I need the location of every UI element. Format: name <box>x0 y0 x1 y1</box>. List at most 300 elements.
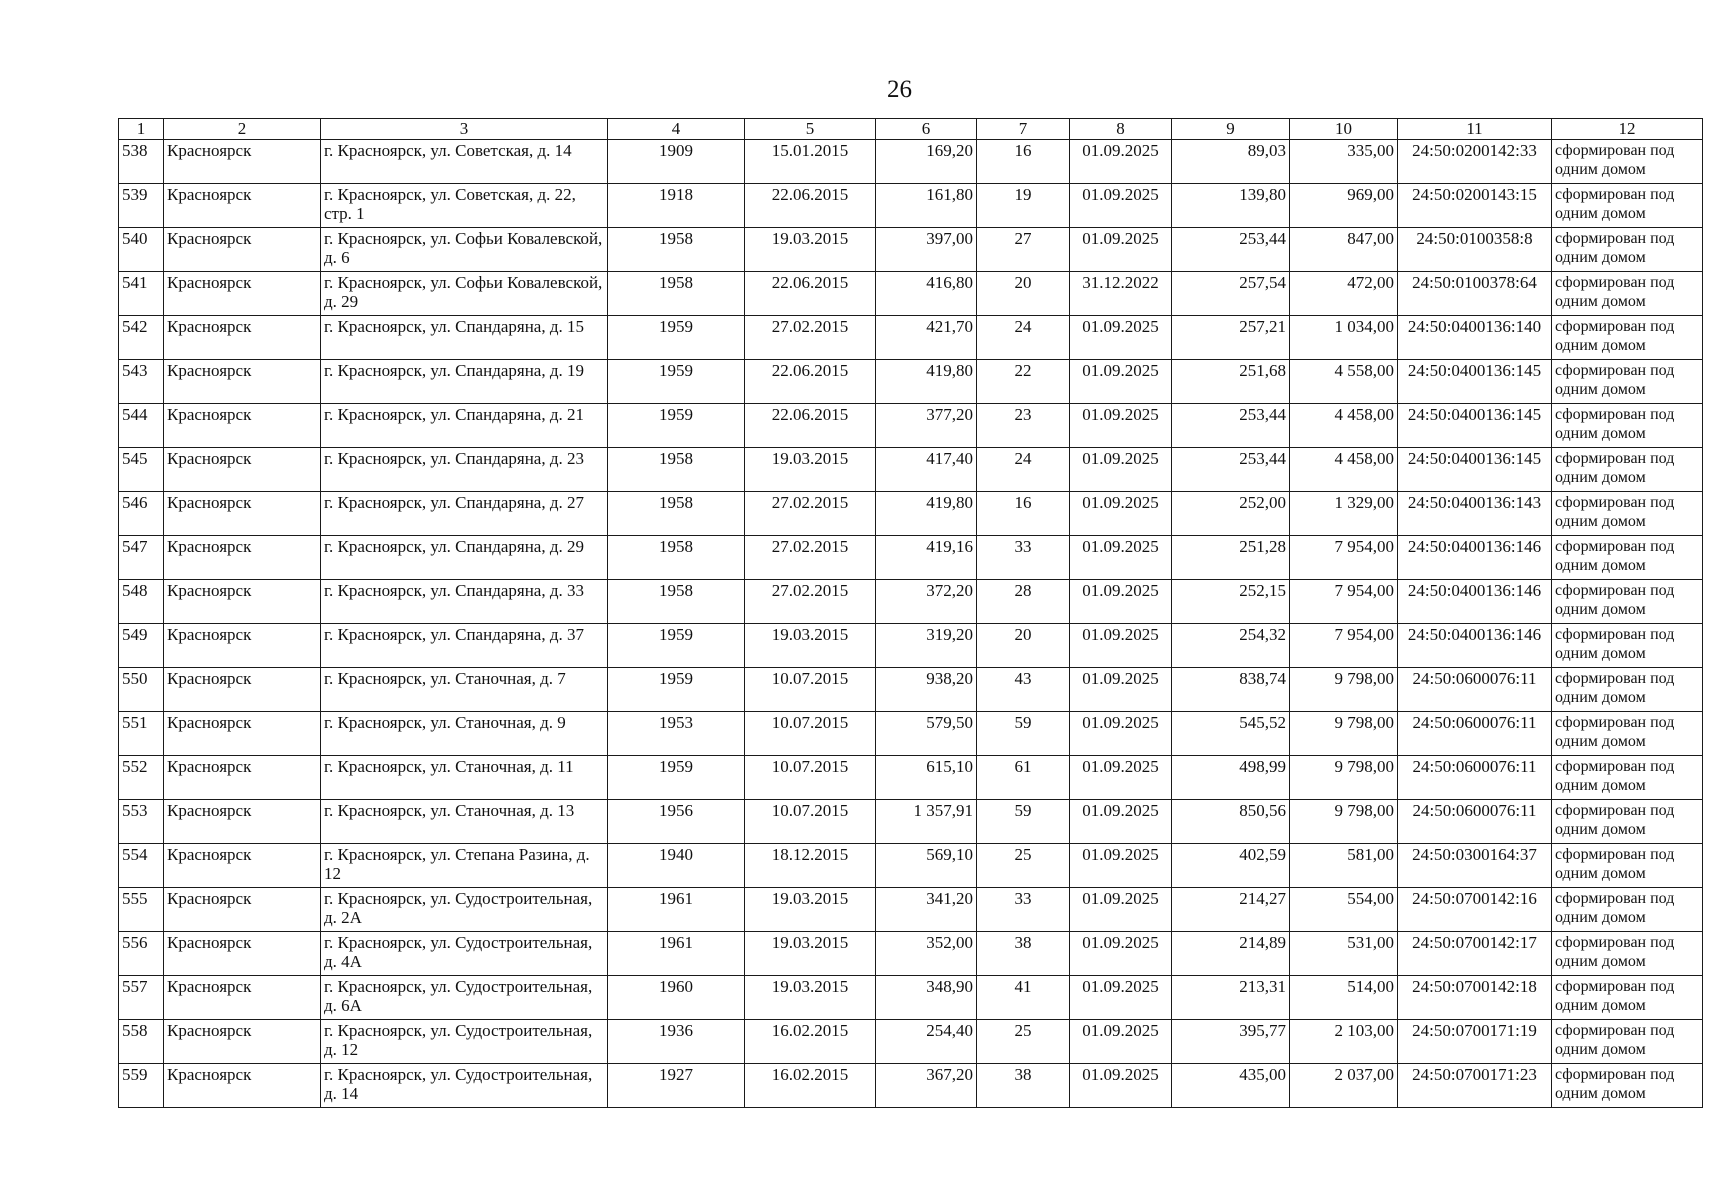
table-row <box>119 932 1703 976</box>
area-cell: 419,80 <box>876 360 977 404</box>
land-area-cell: 581,00 <box>1290 844 1398 888</box>
cadastral-number-cell: 24:50:0100378:64 <box>1398 272 1552 316</box>
address-cell: г. Красноярск, ул. Станочная, д. 11 <box>321 756 608 800</box>
table-row <box>119 536 1703 580</box>
value-cell: 253,44 <box>1172 404 1290 448</box>
city-cell: Красноярск <box>164 800 321 844</box>
planned-date-cell: 01.09.2025 <box>1070 844 1172 888</box>
count-cell: 61 <box>977 756 1070 800</box>
address-cell: г. Красноярск, ул. Спандаряна, д. 33 <box>321 580 608 624</box>
year-cell: 1959 <box>608 316 745 360</box>
address-cell: г. Красноярск, ул. Спандаряна, д. 15 <box>321 316 608 360</box>
land-area-cell: 2 037,00 <box>1290 1064 1398 1108</box>
date-cell: 22.06.2015 <box>745 404 876 448</box>
table-row <box>119 316 1703 360</box>
value-cell: 395,77 <box>1172 1020 1290 1064</box>
cadastral-number-cell: 24:50:0700142:18 <box>1398 976 1552 1020</box>
address-cell: г. Красноярск, ул. Софьи Ковалевской, д. 29 <box>321 272 608 316</box>
date-cell: 10.07.2015 <box>745 712 876 756</box>
column-header: 12 <box>1552 119 1703 140</box>
status-cell: сформирован под одним домом <box>1552 360 1703 404</box>
table-row <box>119 228 1703 272</box>
land-area-cell: 9 798,00 <box>1290 668 1398 712</box>
row-number-cell: 554 <box>119 844 164 888</box>
status-cell: сформирован под одним домом <box>1552 712 1703 756</box>
cadastral-number-cell: 24:50:0700142:16 <box>1398 888 1552 932</box>
year-cell: 1960 <box>608 976 745 1020</box>
row-number-cell: 557 <box>119 976 164 1020</box>
count-cell: 16 <box>977 140 1070 184</box>
address-cell: г. Красноярск, ул. Советская, д. 22, стр. 1 <box>321 184 608 228</box>
year-cell: 1927 <box>608 1064 745 1108</box>
address-cell: г. Красноярск, ул. Софьи Ковалевской, д. 6 <box>321 228 608 272</box>
date-cell: 22.06.2015 <box>745 184 876 228</box>
area-cell: 579,50 <box>876 712 977 756</box>
planned-date-cell: 01.09.2025 <box>1070 316 1172 360</box>
page-number: 26 <box>887 76 912 103</box>
land-area-cell: 9 798,00 <box>1290 712 1398 756</box>
cadastral-number-cell: 24:50:0700171:19 <box>1398 1020 1552 1064</box>
city-cell: Красноярск <box>164 580 321 624</box>
row-number-cell: 548 <box>119 580 164 624</box>
value-cell: 435,00 <box>1172 1064 1290 1108</box>
value-cell: 850,56 <box>1172 800 1290 844</box>
count-cell: 23 <box>977 404 1070 448</box>
year-cell: 1961 <box>608 932 745 976</box>
count-cell: 28 <box>977 580 1070 624</box>
column-header: 3 <box>321 119 608 140</box>
area-cell: 421,70 <box>876 316 977 360</box>
date-cell: 18.12.2015 <box>745 844 876 888</box>
planned-date-cell: 01.09.2025 <box>1070 536 1172 580</box>
count-cell: 41 <box>977 976 1070 1020</box>
status-cell: сформирован под одним домом <box>1552 404 1703 448</box>
row-number-cell: 551 <box>119 712 164 756</box>
row-number-cell: 547 <box>119 536 164 580</box>
area-cell: 254,40 <box>876 1020 977 1064</box>
table-row <box>119 624 1703 668</box>
area-cell: 397,00 <box>876 228 977 272</box>
value-cell: 402,59 <box>1172 844 1290 888</box>
value-cell: 254,32 <box>1172 624 1290 668</box>
planned-date-cell: 01.09.2025 <box>1070 492 1172 536</box>
planned-date-cell: 01.09.2025 <box>1070 712 1172 756</box>
land-area-cell: 531,00 <box>1290 932 1398 976</box>
status-cell: сформирован под одним домом <box>1552 316 1703 360</box>
date-cell: 19.03.2015 <box>745 448 876 492</box>
area-cell: 161,80 <box>876 184 977 228</box>
land-area-cell: 4 458,00 <box>1290 404 1398 448</box>
table-body <box>119 140 1703 1108</box>
year-cell: 1958 <box>608 580 745 624</box>
value-cell: 498,99 <box>1172 756 1290 800</box>
address-cell: г. Красноярск, ул. Спандаряна, д. 29 <box>321 536 608 580</box>
cadastral-number-cell: 24:50:0100358:8 <box>1398 228 1552 272</box>
count-cell: 33 <box>977 536 1070 580</box>
address-cell: г. Красноярск, ул. Станочная, д. 9 <box>321 712 608 756</box>
date-cell: 27.02.2015 <box>745 536 876 580</box>
year-cell: 1959 <box>608 404 745 448</box>
planned-date-cell: 01.09.2025 <box>1070 976 1172 1020</box>
planned-date-cell: 01.09.2025 <box>1070 888 1172 932</box>
city-cell: Красноярск <box>164 272 321 316</box>
table-row <box>119 448 1703 492</box>
area-cell: 416,80 <box>876 272 977 316</box>
status-cell: сформирован под одним домом <box>1552 580 1703 624</box>
value-cell: 251,68 <box>1172 360 1290 404</box>
cadastral-number-cell: 24:50:0400136:146 <box>1398 580 1552 624</box>
count-cell: 19 <box>977 184 1070 228</box>
city-cell: Красноярск <box>164 932 321 976</box>
cadastral-number-cell: 24:50:0300164:37 <box>1398 844 1552 888</box>
status-cell: сформирован под одним домом <box>1552 536 1703 580</box>
city-cell: Красноярск <box>164 668 321 712</box>
count-cell: 24 <box>977 316 1070 360</box>
date-cell: 10.07.2015 <box>745 668 876 712</box>
cadastral-number-cell: 24:50:0400136:140 <box>1398 316 1552 360</box>
land-area-cell: 4 458,00 <box>1290 448 1398 492</box>
status-cell: сформирован под одним домом <box>1552 888 1703 932</box>
count-cell: 38 <box>977 1064 1070 1108</box>
address-cell: г. Красноярск, ул. Судостроительная, д. 4А <box>321 932 608 976</box>
housing-registry-table <box>118 118 1703 1108</box>
value-cell: 257,54 <box>1172 272 1290 316</box>
count-cell: 24 <box>977 448 1070 492</box>
table-row <box>119 272 1703 316</box>
area-cell: 1 357,91 <box>876 800 977 844</box>
cadastral-number-cell: 24:50:0700142:17 <box>1398 932 1552 976</box>
city-cell: Красноярск <box>164 492 321 536</box>
city-cell: Красноярск <box>164 756 321 800</box>
year-cell: 1953 <box>608 712 745 756</box>
column-header: 1 <box>119 119 164 140</box>
year-cell: 1958 <box>608 228 745 272</box>
city-cell: Красноярск <box>164 184 321 228</box>
area-cell: 319,20 <box>876 624 977 668</box>
city-cell: Красноярск <box>164 1020 321 1064</box>
value-cell: 252,00 <box>1172 492 1290 536</box>
column-header: 8 <box>1070 119 1172 140</box>
table-row <box>119 712 1703 756</box>
land-area-cell: 1 329,00 <box>1290 492 1398 536</box>
year-cell: 1936 <box>608 1020 745 1064</box>
city-cell: Красноярск <box>164 404 321 448</box>
row-number-cell: 542 <box>119 316 164 360</box>
date-cell: 16.02.2015 <box>745 1020 876 1064</box>
value-cell: 257,21 <box>1172 316 1290 360</box>
row-number-cell: 545 <box>119 448 164 492</box>
date-cell: 15.01.2015 <box>745 140 876 184</box>
date-cell: 19.03.2015 <box>745 932 876 976</box>
area-cell: 938,20 <box>876 668 977 712</box>
area-cell: 419,16 <box>876 536 977 580</box>
year-cell: 1958 <box>608 536 745 580</box>
cadastral-number-cell: 24:50:0600076:11 <box>1398 756 1552 800</box>
count-cell: 25 <box>977 844 1070 888</box>
column-header: 7 <box>977 119 1070 140</box>
year-cell: 1959 <box>608 624 745 668</box>
city-cell: Красноярск <box>164 888 321 932</box>
address-cell: г. Красноярск, ул. Судостроительная, д. 6А <box>321 976 608 1020</box>
city-cell: Красноярск <box>164 360 321 404</box>
cadastral-number-cell: 24:50:0200142:33 <box>1398 140 1552 184</box>
row-number-cell: 544 <box>119 404 164 448</box>
city-cell: Красноярск <box>164 976 321 1020</box>
land-area-cell: 472,00 <box>1290 272 1398 316</box>
cadastral-number-cell: 24:50:0400136:145 <box>1398 448 1552 492</box>
cadastral-number-cell: 24:50:0200143:15 <box>1398 184 1552 228</box>
area-cell: 569,10 <box>876 844 977 888</box>
row-number-cell: 543 <box>119 360 164 404</box>
table-row <box>119 404 1703 448</box>
land-area-cell: 7 954,00 <box>1290 536 1398 580</box>
table-row <box>119 492 1703 536</box>
count-cell: 38 <box>977 932 1070 976</box>
year-cell: 1961 <box>608 888 745 932</box>
date-cell: 22.06.2015 <box>745 360 876 404</box>
value-cell: 214,89 <box>1172 932 1290 976</box>
planned-date-cell: 01.09.2025 <box>1070 184 1172 228</box>
table-row <box>119 184 1703 228</box>
count-cell: 20 <box>977 272 1070 316</box>
land-area-cell: 969,00 <box>1290 184 1398 228</box>
column-header: 10 <box>1290 119 1398 140</box>
address-cell: г. Красноярск, ул. Спандаряна, д. 23 <box>321 448 608 492</box>
planned-date-cell: 01.09.2025 <box>1070 932 1172 976</box>
table-row <box>119 580 1703 624</box>
land-area-cell: 9 798,00 <box>1290 800 1398 844</box>
count-cell: 43 <box>977 668 1070 712</box>
status-cell: сформирован под одним домом <box>1552 1064 1703 1108</box>
year-cell: 1959 <box>608 756 745 800</box>
status-cell: сформирован под одним домом <box>1552 932 1703 976</box>
cadastral-number-cell: 24:50:0700171:23 <box>1398 1064 1552 1108</box>
city-cell: Красноярск <box>164 844 321 888</box>
area-cell: 377,20 <box>876 404 977 448</box>
row-number-cell: 550 <box>119 668 164 712</box>
date-cell: 19.03.2015 <box>745 976 876 1020</box>
planned-date-cell: 01.09.2025 <box>1070 756 1172 800</box>
date-cell: 19.03.2015 <box>745 624 876 668</box>
table-row <box>119 140 1703 184</box>
column-header: 6 <box>876 119 977 140</box>
address-cell: г. Красноярск, ул. Станочная, д. 7 <box>321 668 608 712</box>
area-cell: 615,10 <box>876 756 977 800</box>
table-row <box>119 844 1703 888</box>
date-cell: 27.02.2015 <box>745 316 876 360</box>
year-cell: 1909 <box>608 140 745 184</box>
table-row <box>119 800 1703 844</box>
row-number-cell: 541 <box>119 272 164 316</box>
row-number-cell: 556 <box>119 932 164 976</box>
year-cell: 1956 <box>608 800 745 844</box>
row-number-cell: 555 <box>119 888 164 932</box>
address-cell: г. Красноярск, ул. Станочная, д. 13 <box>321 800 608 844</box>
planned-date-cell: 01.09.2025 <box>1070 624 1172 668</box>
table-row <box>119 668 1703 712</box>
value-cell: 251,28 <box>1172 536 1290 580</box>
area-cell: 372,20 <box>876 580 977 624</box>
value-cell: 252,15 <box>1172 580 1290 624</box>
table-row <box>119 1064 1703 1108</box>
row-number-cell: 552 <box>119 756 164 800</box>
status-cell: сформирован под одним домом <box>1552 1020 1703 1064</box>
land-area-cell: 7 954,00 <box>1290 624 1398 668</box>
value-cell: 253,44 <box>1172 228 1290 272</box>
table-row <box>119 360 1703 404</box>
city-cell: Красноярск <box>164 140 321 184</box>
date-cell: 16.02.2015 <box>745 1064 876 1108</box>
count-cell: 59 <box>977 800 1070 844</box>
planned-date-cell: 31.12.2022 <box>1070 272 1172 316</box>
count-cell: 16 <box>977 492 1070 536</box>
city-cell: Красноярск <box>164 1064 321 1108</box>
row-number-cell: 546 <box>119 492 164 536</box>
count-cell: 27 <box>977 228 1070 272</box>
header-row <box>119 119 1703 140</box>
status-cell: сформирован под одним домом <box>1552 756 1703 800</box>
address-cell: г. Красноярск, ул. Спандаряна, д. 19 <box>321 360 608 404</box>
planned-date-cell: 01.09.2025 <box>1070 448 1172 492</box>
status-cell: сформирован под одним домом <box>1552 492 1703 536</box>
status-cell: сформирован под одним домом <box>1552 272 1703 316</box>
land-area-cell: 554,00 <box>1290 888 1398 932</box>
value-cell: 89,03 <box>1172 140 1290 184</box>
area-cell: 417,40 <box>876 448 977 492</box>
cadastral-number-cell: 24:50:0400136:143 <box>1398 492 1552 536</box>
date-cell: 19.03.2015 <box>745 888 876 932</box>
land-area-cell: 1 034,00 <box>1290 316 1398 360</box>
city-cell: Красноярск <box>164 228 321 272</box>
value-cell: 214,27 <box>1172 888 1290 932</box>
area-cell: 341,20 <box>876 888 977 932</box>
cadastral-number-cell: 24:50:0600076:11 <box>1398 668 1552 712</box>
date-cell: 27.02.2015 <box>745 492 876 536</box>
planned-date-cell: 01.09.2025 <box>1070 1020 1172 1064</box>
value-cell: 838,74 <box>1172 668 1290 712</box>
value-cell: 213,31 <box>1172 976 1290 1020</box>
row-number-cell: 540 <box>119 228 164 272</box>
column-header: 5 <box>745 119 876 140</box>
row-number-cell: 553 <box>119 800 164 844</box>
planned-date-cell: 01.09.2025 <box>1070 140 1172 184</box>
city-cell: Красноярск <box>164 448 321 492</box>
status-cell: сформирован под одним домом <box>1552 624 1703 668</box>
status-cell: сформирован под одним домом <box>1552 228 1703 272</box>
table-row <box>119 756 1703 800</box>
cadastral-number-cell: 24:50:0400136:146 <box>1398 536 1552 580</box>
area-cell: 348,90 <box>876 976 977 1020</box>
count-cell: 33 <box>977 888 1070 932</box>
year-cell: 1958 <box>608 448 745 492</box>
status-cell: сформирован под одним домом <box>1552 668 1703 712</box>
table-row <box>119 976 1703 1020</box>
row-number-cell: 559 <box>119 1064 164 1108</box>
status-cell: сформирован под одним домом <box>1552 844 1703 888</box>
count-cell: 59 <box>977 712 1070 756</box>
planned-date-cell: 01.09.2025 <box>1070 668 1172 712</box>
status-cell: сформирован под одним домом <box>1552 184 1703 228</box>
address-cell: г. Красноярск, ул. Советская, д. 14 <box>321 140 608 184</box>
table-row <box>119 888 1703 932</box>
address-cell: г. Красноярск, ул. Судостроительная, д. 14 <box>321 1064 608 1108</box>
date-cell: 22.06.2015 <box>745 272 876 316</box>
cadastral-number-cell: 24:50:0600076:11 <box>1398 712 1552 756</box>
count-cell: 25 <box>977 1020 1070 1064</box>
value-cell: 139,80 <box>1172 184 1290 228</box>
status-cell: сформирован под одним домом <box>1552 800 1703 844</box>
year-cell: 1918 <box>608 184 745 228</box>
column-header: 4 <box>608 119 745 140</box>
address-cell: г. Красноярск, ул. Спандаряна, д. 21 <box>321 404 608 448</box>
planned-date-cell: 01.09.2025 <box>1070 580 1172 624</box>
area-cell: 419,80 <box>876 492 977 536</box>
date-cell: 10.07.2015 <box>745 756 876 800</box>
planned-date-cell: 01.09.2025 <box>1070 404 1172 448</box>
row-number-cell: 538 <box>119 140 164 184</box>
area-cell: 169,20 <box>876 140 977 184</box>
value-cell: 253,44 <box>1172 448 1290 492</box>
cadastral-number-cell: 24:50:0400136:145 <box>1398 404 1552 448</box>
status-cell: сформирован под одним домом <box>1552 448 1703 492</box>
planned-date-cell: 01.09.2025 <box>1070 360 1172 404</box>
area-cell: 352,00 <box>876 932 977 976</box>
address-cell: г. Красноярск, ул. Степана Разина, д. 12 <box>321 844 608 888</box>
date-cell: 27.02.2015 <box>745 580 876 624</box>
date-cell: 19.03.2015 <box>745 228 876 272</box>
table-row <box>119 1020 1703 1064</box>
address-cell: г. Красноярск, ул. Спандаряна, д. 27 <box>321 492 608 536</box>
address-cell: г. Красноярск, ул. Судостроительная, д. 2А <box>321 888 608 932</box>
city-cell: Красноярск <box>164 712 321 756</box>
address-cell: г. Красноярск, ул. Судостроительная, д. 12 <box>321 1020 608 1064</box>
planned-date-cell: 01.09.2025 <box>1070 800 1172 844</box>
area-cell: 367,20 <box>876 1064 977 1108</box>
land-area-cell: 2 103,00 <box>1290 1020 1398 1064</box>
row-number-cell: 549 <box>119 624 164 668</box>
row-number-cell: 539 <box>119 184 164 228</box>
city-cell: Красноярск <box>164 624 321 668</box>
status-cell: сформирован под одним домом <box>1552 976 1703 1020</box>
column-header: 11 <box>1398 119 1552 140</box>
year-cell: 1959 <box>608 668 745 712</box>
date-cell: 10.07.2015 <box>745 800 876 844</box>
cadastral-number-cell: 24:50:0400136:146 <box>1398 624 1552 668</box>
status-cell: сформирован под одним домом <box>1552 140 1703 184</box>
count-cell: 22 <box>977 360 1070 404</box>
land-area-cell: 335,00 <box>1290 140 1398 184</box>
cadastral-number-cell: 24:50:0400136:145 <box>1398 360 1552 404</box>
land-area-cell: 4 558,00 <box>1290 360 1398 404</box>
row-number-cell: 558 <box>119 1020 164 1064</box>
year-cell: 1958 <box>608 492 745 536</box>
land-area-cell: 7 954,00 <box>1290 580 1398 624</box>
value-cell: 545,52 <box>1172 712 1290 756</box>
planned-date-cell: 01.09.2025 <box>1070 228 1172 272</box>
land-area-cell: 9 798,00 <box>1290 756 1398 800</box>
address-cell: г. Красноярск, ул. Спандаряна, д. 37 <box>321 624 608 668</box>
city-cell: Красноярск <box>164 316 321 360</box>
column-header: 9 <box>1172 119 1290 140</box>
year-cell: 1940 <box>608 844 745 888</box>
city-cell: Красноярск <box>164 536 321 580</box>
cadastral-number-cell: 24:50:0600076:11 <box>1398 800 1552 844</box>
land-area-cell: 514,00 <box>1290 976 1398 1020</box>
column-header: 2 <box>164 119 321 140</box>
planned-date-cell: 01.09.2025 <box>1070 1064 1172 1108</box>
year-cell: 1959 <box>608 360 745 404</box>
land-area-cell: 847,00 <box>1290 228 1398 272</box>
